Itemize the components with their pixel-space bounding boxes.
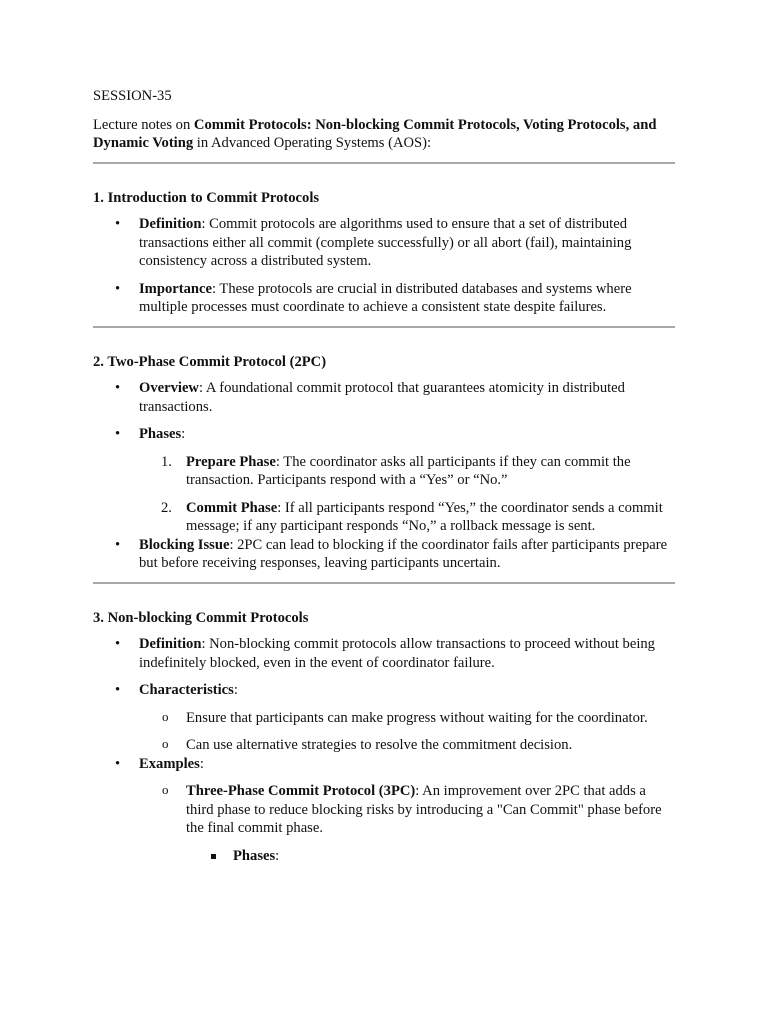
intro-topic: Commit Protocols: Non-blocking Commit Protocols, Voting Protocols, and Dynamic Voting [93,116,657,151]
item-term: Commit Phase [186,499,278,516]
numbered-list [139,453,675,536]
item-term: Definition [139,216,202,232]
item-text: : If all participants respond “Yes,” the coordinator sends a commit message; if any participant responds “No,” a rollback message is sent. [186,499,663,534]
item-term: Overview [139,380,199,396]
item-term: Prepare Phase [186,453,276,470]
list-item [93,755,675,866]
bullet-list [93,379,675,573]
list-item [139,782,675,865]
intro-suffix: in Advanced Operating Systems (AOS): [193,135,432,151]
section-title: 1. Introduction to Commit Protocols [93,189,320,206]
item-text: : [199,755,204,772]
divider [93,162,675,164]
item-number: 1. [161,453,172,470]
section-title: 2. Two-Phase Commit Protocol (2PC) [93,353,327,370]
item-term: Examples [139,755,200,772]
sub-list [139,709,675,755]
list-item [93,635,675,672]
intro-prefix: Lecture notes on [93,116,194,133]
item-text: : [233,682,238,698]
item-text: : These protocols are crucial in distributed databases and systems where multiple processes must coordinate to achieve a consistent state despite failures. [139,280,632,315]
section-two-phase-commit [93,353,675,573]
section-introduction [93,189,675,317]
list-item: o Ensure that participants can make progress without waiting for the coordinator. [139,709,675,728]
item-term: Characteristics [139,682,234,698]
item-term: Three-Phase Commit Protocol (3PC) [186,783,416,799]
bullet-list [93,215,675,317]
item-text: : The coordinator asks all participants if they can commit the transaction. Participants respond with a “Yes” or “No.” [186,453,631,488]
item-term: Importance [139,280,212,297]
list-item [139,453,675,490]
section-title: 3. Non-blocking Commit Protocols [93,609,309,626]
item-number: 2. [161,499,172,516]
divider [93,326,675,328]
item-text: : [181,426,186,442]
list-item [93,536,675,573]
item-term: Definition [139,636,202,652]
item-text: : Commit protocols are algorithms used to ensure that a set of distributed transactions either all commit (complete successfully) or all abort (fail), maintaining consistency across a distributed system. [139,216,632,269]
intro-paragraph [93,116,675,153]
item-text: : Non-blocking commit protocols allow transactions to proceed without being indefinitely blocked, even in the event of coordinator failure. [139,636,655,671]
item-term: Blocking Issue [139,536,230,553]
item-text: : A foundational commit protocol that guarantees atomicity in distributed transactions. [139,380,625,415]
sub-sub-list [186,847,675,866]
item-text: : [275,847,280,864]
section-non-blocking [93,609,675,866]
list-item [139,499,675,536]
item-term: Phases [139,426,182,442]
bullet-list [93,635,675,865]
list-item [93,379,675,416]
sub-list [139,782,675,865]
list-item [186,847,675,866]
list-item: o Can use alternative strategies to resolve the commitment decision. [139,736,675,755]
list-item [93,280,675,317]
session-label: SESSION-35 [93,88,172,104]
list-item [93,681,675,755]
list-item [93,425,675,536]
list-item [93,215,675,271]
item-text: : An improvement over 2PC that adds a third phase to reduce blocking risks by introducing a "Can Commit" phase before the final commit phase. [186,783,662,836]
item-term: Phases [233,847,276,864]
item-text: : 2PC can lead to blocking if the coordinator fails after participants prepare but before receiving responses, leaving participants uncertain. [139,536,668,571]
divider [93,582,675,584]
